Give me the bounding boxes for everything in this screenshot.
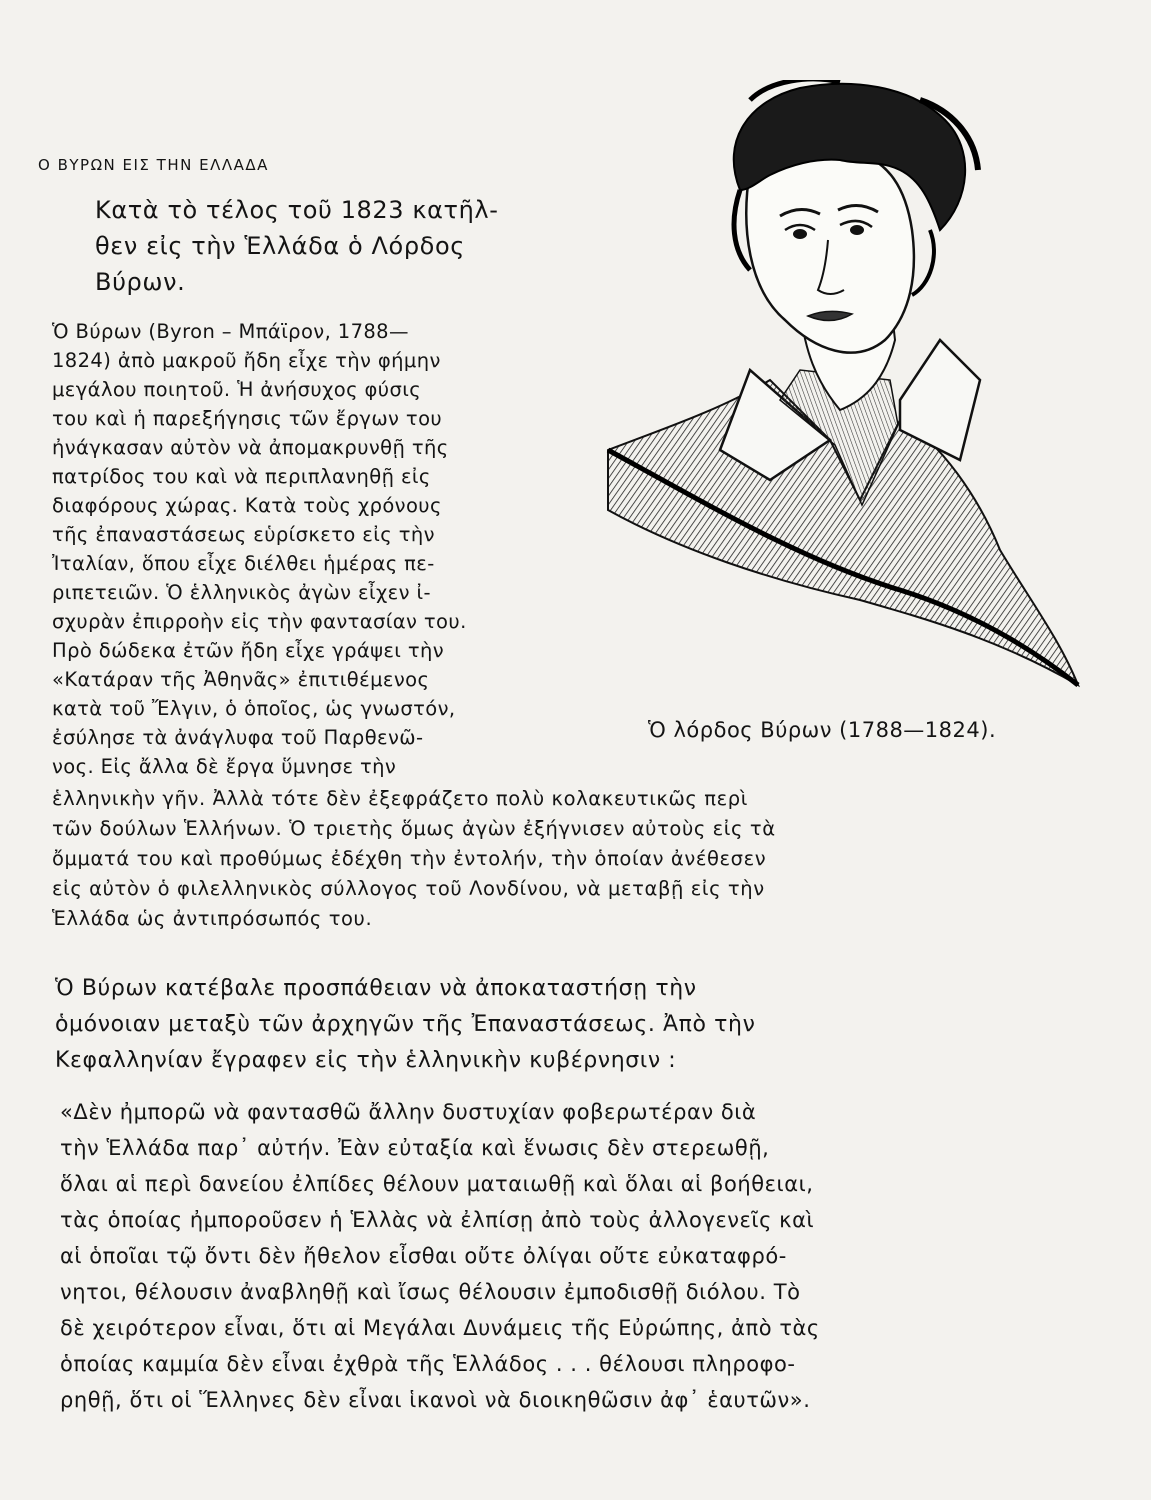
body-line: κατὰ τοῦ Ἔλγιν, ὁ ὁποῖος, ὡς γνωστόν, [52, 697, 456, 720]
body-line: νος. Εἰς ἄλλα δὲ ἔργα ὕμνησε τὴν [52, 755, 397, 778]
body-line: μεγάλου ποιητοῦ. Ἡ ἀνήσυχος φύσις [52, 378, 422, 401]
body-line: 1824) ἀπὸ μακροῦ ἤδη εἶχε τὴν φήμην [52, 349, 441, 372]
paragraph-line: ὁμόνοιαν μεταξὺ τῶν ἀρχηγῶν τῆς Ἐπαναστάσεως. Ἀπὸ τὴν [55, 1012, 756, 1037]
body-line: του καὶ ἡ παρεξήγησις τῶν ἔργων του [52, 407, 443, 430]
quote-line: τὴν Ἑλλάδα παρ᾽ αὐτήν. Ἐὰν εὐταξία καὶ ἕνωσις δὲν στερεωθῇ, [60, 1136, 770, 1160]
quote-line: ὁποίας καμμία δὲν εἶναι ἐχθρὰ τῆς Ἑλλάδος . . . θέλουσι πληροφο- [60, 1352, 796, 1376]
body-full-line: Ἑλλάδα ὡς ἀντιπρόσωπός του. [52, 907, 373, 930]
body-full-line: ὄμματά του καὶ προθύμως ἐδέχθη τὴν ἐντολήν, τὴν ὁποίαν ἀνέθεσεν [52, 847, 767, 870]
body-line: διαφόρους χώρας. Κατὰ τοὺς χρόνους [52, 494, 442, 517]
quote-line: νητοι, θέλουσιν ἀναβληθῇ καὶ ἴσως θέλουσιν ἐμποδισθῇ διόλου. Τὸ [60, 1280, 801, 1304]
quote-line: τὰς ὁποίας ἠμποροῦσεν ἡ Ἑλλὰς νὰ ἐλπίσῃ ἀπὸ τοὺς ἀλλογενεῖς καὶ [60, 1208, 815, 1232]
body-line: τῆς ἐπαναστάσεως εὑρίσκετο εἰς τὴν [52, 523, 435, 546]
body-line: σχυρὰν ἐπιρροὴν εἰς τὴν φαντασίαν του. [52, 610, 467, 633]
body-line: Πρὸ δώδεκα ἐτῶν ἤδη εἶχε γράψει τὴν [52, 639, 445, 662]
body-full-line: τῶν δούλων Ἑλλήνων. Ὁ τριετὴς ὅμως ἀγὼν ἐξήγνισεν αὐτοὺς εἰς τὰ [52, 817, 776, 840]
body-line: ριπετειῶν. Ὁ ἑλληνικὸς ἀγὼν εἶχεν ἰ- [52, 581, 431, 604]
intro-line: Βύρων. [95, 268, 186, 296]
quote-line: ρηθῇ, ὅτι οἱ Ἕλληνες δὲν εἶναι ἱκανοὶ νὰ διοικηθῶσιν ἀφ᾽ ἑαυτῶν». [60, 1388, 811, 1412]
body-line: «Κατάραν τῆς Ἀθηνᾶς» ἐπιτιθέμενος [52, 668, 430, 691]
portrait-engraving-icon [600, 80, 1080, 695]
paragraph-line: Κεφαλληνίαν ἔγραφεν εἰς τὴν ἑλληνικὴν κυβέρνησιν : [55, 1048, 677, 1073]
body-line: ἐσύλησε τὰ ἀνάγλυφα τοῦ Παρθενῶ- [52, 726, 424, 749]
intro-line: θεν εἰς τὴν Ἑλλάδα ὁ Λόρδος [95, 232, 465, 260]
quote-line: δὲ χειρότερον εἶναι, ὅτι αἱ Μεγάλαι Δυνάμεις τῆς Εὐρώπης, ἀπὸ τὰς [60, 1316, 820, 1340]
body-line: πατρίδος του καὶ νὰ περιπλανηθῇ εἰς [52, 465, 431, 488]
portrait-caption: Ὁ λόρδος Βύρων (1788—1824). [648, 718, 997, 742]
body-line: ἠνάγκασαν αὐτὸν νὰ ἀπομακρυνθῇ τῆς [52, 436, 449, 459]
quote-line: ὅλαι αἱ περὶ δανείου ἐλπίδες θέλουν ματαιωθῇ καὶ ὅλαι αἱ βοήθειαι, [60, 1172, 814, 1196]
body-full-line: ἑλληνικὴν γῆν. Ἀλλὰ τότε δὲν ἐξεφράζετο πολὺ κολακευτικῶς περὶ [52, 787, 748, 810]
paragraph-line: Ὁ Βύρων κατέβαλε προσπάθειαν νὰ ἀποκαταστήσῃ τὴν [55, 976, 697, 1001]
body-full-line: εἰς αὐτὸν ὁ φιλελληνικὸς σύλλογος τοῦ Λονδίνου, νὰ μεταβῇ εἰς τὴν [52, 877, 765, 900]
section-label: Ο ΒΥΡΩΝ ΕΙΣ ΤΗΝ ΕΛΛΑΔΑ [38, 156, 269, 174]
intro-line: Κατὰ τὸ τέλος τοῦ 1823 κατῆλ- [95, 196, 499, 224]
quote-line: «Δὲν ἠμπορῶ νὰ φαντασθῶ ἄλλην δυστυχίαν φοβερωτέραν διὰ [60, 1100, 757, 1124]
body-line: Ἰταλίαν, ὅπου εἶχε διέλθει ἡμέρας πε- [52, 552, 435, 575]
quote-line: αἱ ὁποῖαι τῷ ὄντι δὲν ἤθελον εἶσθαι οὔτε ὀλίγαι οὔτε εὐκαταφρό- [60, 1244, 787, 1268]
body-line: Ὁ Βύρων (Byron – Μπάϊρον, 1788— [52, 320, 409, 343]
